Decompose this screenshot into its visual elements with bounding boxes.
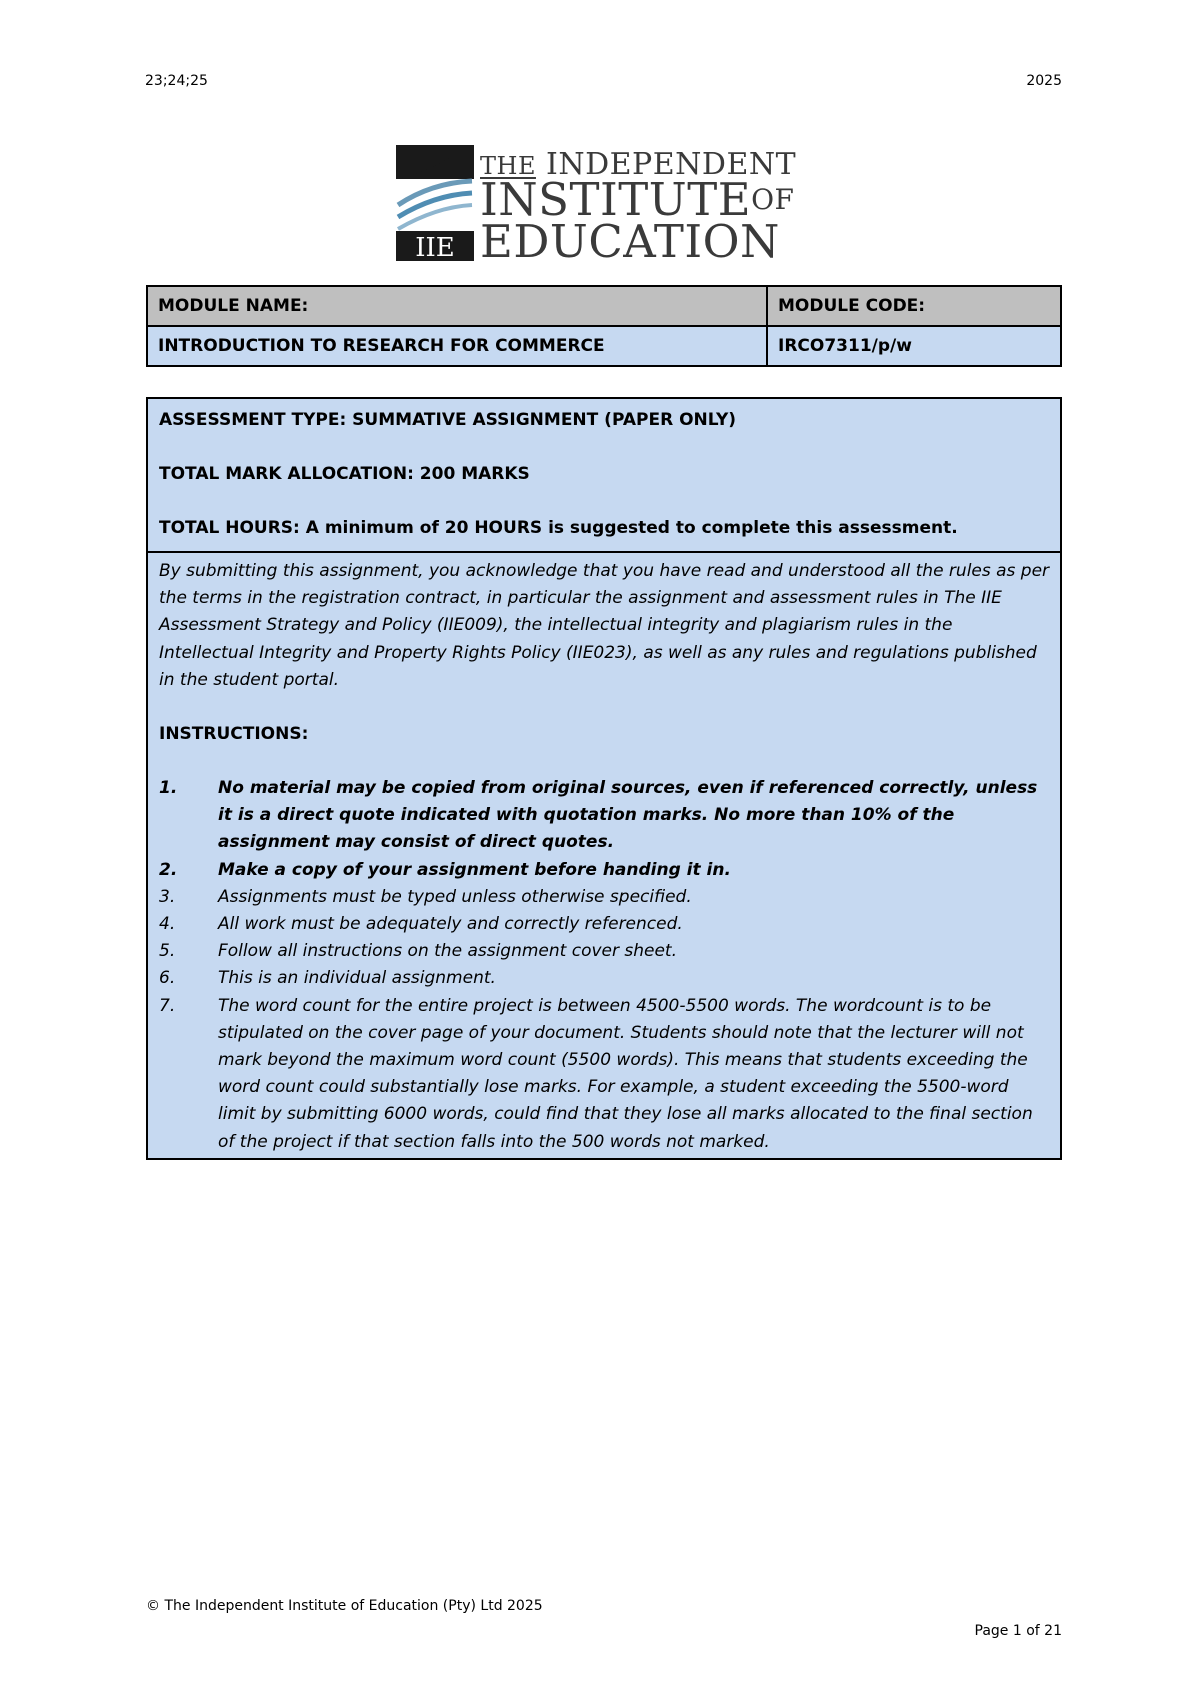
header-left-text: 23;24;25 (145, 73, 208, 89)
module-info-table (146, 285, 1062, 367)
logo-institute: INSTITUTE (480, 173, 752, 226)
module-code-value: IRCO7311/p/w (767, 326, 1061, 366)
list-item: 6. This is an individual assignment. (159, 968, 496, 989)
iie-logo-mark-icon (396, 145, 474, 261)
logo-education: EDUCATION (480, 215, 780, 268)
list-item: 7. The word count for the entire project is between 4500-5500 words. The wordcount is to be stipulated on the cover page of your document. Students should note that the lecturer will not mark beyond the maximum word count (5500 words). This means that students exceeding the word count could substantially lose marks. For example, a student exceeding the 5500-word limit by submitting 6000 words, could find that they lose all marks allocated to the final section of the project if that section falls into the 500 words not marked. (159, 995, 1033, 1152)
iie-logo (396, 145, 812, 268)
footer-copyright: © The Independent Institute of Education (Pty) Ltd 2025 (146, 1598, 543, 1614)
logo-wordmark (480, 145, 812, 268)
instructions-heading: INSTRUCTIONS: (159, 724, 309, 745)
header-year: 2025 (1026, 73, 1062, 89)
page-number: Page 1 of 21 (974, 1623, 1062, 1639)
logo-of: OF (751, 183, 795, 216)
logo-independent: INDEPENDENT (535, 147, 797, 182)
assessment-box (146, 397, 1062, 1160)
module-name-value: INTRODUCTION TO RESEARCH FOR COMMERCE (147, 326, 767, 366)
list-item: 2. Make a copy of your assignment before handing it in. (159, 859, 731, 880)
total-hours: TOTAL HOURS: A minimum of 20 HOURS is suggested to complete this assessment. (159, 518, 958, 538)
assessment-details (148, 553, 1060, 1158)
logo-the: THE (480, 152, 536, 180)
total-mark-allocation: TOTAL MARK ALLOCATION: 200 MARKS (159, 464, 530, 484)
list-item: 5. Follow all instructions on the assignment cover sheet. (159, 941, 677, 962)
instructions-list (159, 775, 1050, 1156)
acknowledgement-text: By submitting this assignment, you acknowledge that you have read and understood all the rules as per the terms in the registration contract, in particular the assignment and assessment rules in The IIE Assessment Strategy and Policy (IIE009), the intellectual integrity and plagiarism rules in the Intellectual Integrity and Property Rights Policy (IIE023), as well as any rules and regulations published in the student portal. (159, 561, 1050, 690)
assessment-type: ASSESSMENT TYPE: SUMMATIVE ASSIGNMENT (PAPER ONLY) (159, 410, 737, 430)
list-item: 1. No material may be copied from original sources, even if referenced correctly, unless it is a direct quote indicated with quotation marks. No more than 10% of the assignment may consist of direct quotes. (159, 778, 1038, 853)
list-item: 3. Assignments must be typed unless otherwise specified. (159, 886, 692, 907)
module-name-label: MODULE NAME: (147, 286, 767, 326)
module-code-label: MODULE CODE: (767, 286, 1061, 326)
assessment-summary (148, 399, 1060, 553)
iie-mark-text: IIE (415, 233, 455, 261)
list-item: 4. All work must be adequately and correctly referenced. (159, 914, 683, 935)
